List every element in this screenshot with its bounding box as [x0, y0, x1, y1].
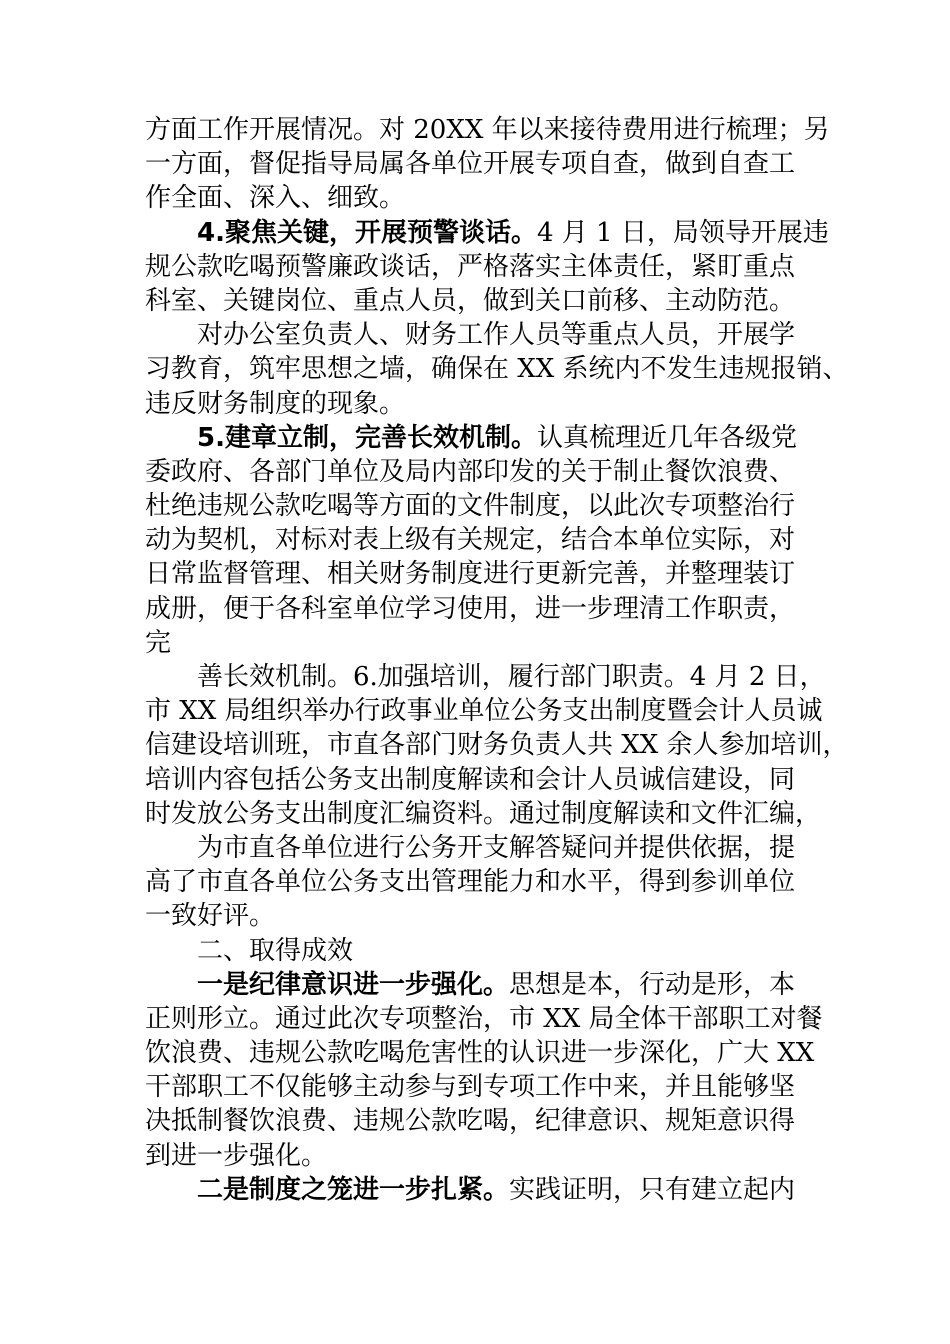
text-line: 完: [145, 627, 172, 658]
result-1-heading: 一是纪律意识进一步强化。: [197, 969, 510, 1000]
text-line: 一致好评。: [145, 901, 276, 932]
result-1-start: [145, 968, 835, 1002]
text-line: 决抵制餐饮浪费、违规公款吃喝，纪律意识、规矩意识得: [145, 1106, 796, 1137]
paragraph-4-text: 4 月 1 日，局领导开展违: [536, 217, 829, 248]
text-line: 方面工作开展情况。对 20XX 年以来接待费用进行梳理；另: [145, 115, 830, 145]
paragraph-5-text: 认真梳理近几年各级党: [536, 422, 797, 453]
text-line: 善长效机制。6.加强培训，履行部门职责。4 月 2 日，: [197, 662, 826, 692]
paragraph-4-start: [145, 216, 835, 250]
paragraph-5-heading: 5.建章立制，完善长效机制。: [197, 422, 537, 453]
section-heading: 二、取得成效: [197, 935, 354, 966]
text-line: 习教育，筑牢思想之墙，确保在 XX 系统内不发生违规报销、: [145, 354, 849, 385]
text-line: 到进一步强化。: [145, 1140, 328, 1171]
text-line: 信建设培训班，市直各部门财务负责人共 XX 余人参加培训，: [145, 730, 849, 761]
text-line: 动为契机，对标对表上级有关规定，结合本单位实际，对: [145, 525, 796, 556]
text-line: 违反财务制度的现象。: [145, 388, 406, 419]
text-line: 时发放公务支出制度汇编资料。通过制度解读和文件汇编，: [145, 798, 822, 829]
text-line: 市 XX 局组织举办行政事业单位公务支出制度暨会计人员诚: [145, 696, 823, 727]
text-line: 干部职工不仅能够主动参与到专项工作中来，并且能够坚: [145, 1072, 796, 1103]
document-body: [145, 113, 849, 1207]
text-line: 高了市直各单位公务支出管理能力和水平，得到参训单位: [145, 867, 796, 898]
text-line: 杜绝违规公款吃喝等方面的文件制度，以此次专项整治行: [145, 491, 796, 522]
text-line: 饮浪费、违规公款吃喝危害性的认识进一步深化，广大 XX: [145, 1038, 815, 1069]
result-2-text: 实践证明，只有建立起内: [509, 1174, 796, 1205]
text-line: 委政府、各部门单位及局内部印发的关于制止餐饮浪费、: [145, 456, 796, 487]
result-2-heading: 二是制度之笼进一步扎紧。: [197, 1174, 510, 1205]
text-line: 对办公室负责人、财务工作人员等重点人员，开展学: [197, 320, 796, 351]
paragraph-4-heading: 4.聚焦关键，开展预警谈话。: [197, 217, 537, 248]
result-2-start: [145, 1173, 835, 1207]
text-line: 为市直各单位进行公务开支解答疑问并提供依据，提: [197, 832, 796, 863]
text-line: 一方面，督促指导局属各单位开展专项自查，做到自查工: [145, 149, 796, 180]
text-line: 科室、关键岗位、重点人员，做到关口前移、主动防范。: [145, 285, 796, 316]
paragraph-5-start: [145, 421, 835, 455]
text-line: 规公款吃喝预警廉政谈话，严格落实主体责任，紧盯重点: [145, 251, 796, 282]
text-line: 成册，便于各科室单位学习使用，进一步理清工作职责，: [145, 593, 796, 624]
text-line: 培训内容包括公务支出制度解读和会计人员诚信建设，同: [145, 764, 796, 795]
result-1-text: 思想是本，行动是形，本: [509, 969, 796, 1000]
text-line: 正则形立。通过此次专项整治，市 XX 局全体干部职工对餐: [145, 1003, 823, 1034]
text-line: 日常监督管理、相关财务制度进行更新完善，并整理装订: [145, 559, 796, 590]
text-line: 作全面、深入、细致。: [145, 183, 406, 214]
